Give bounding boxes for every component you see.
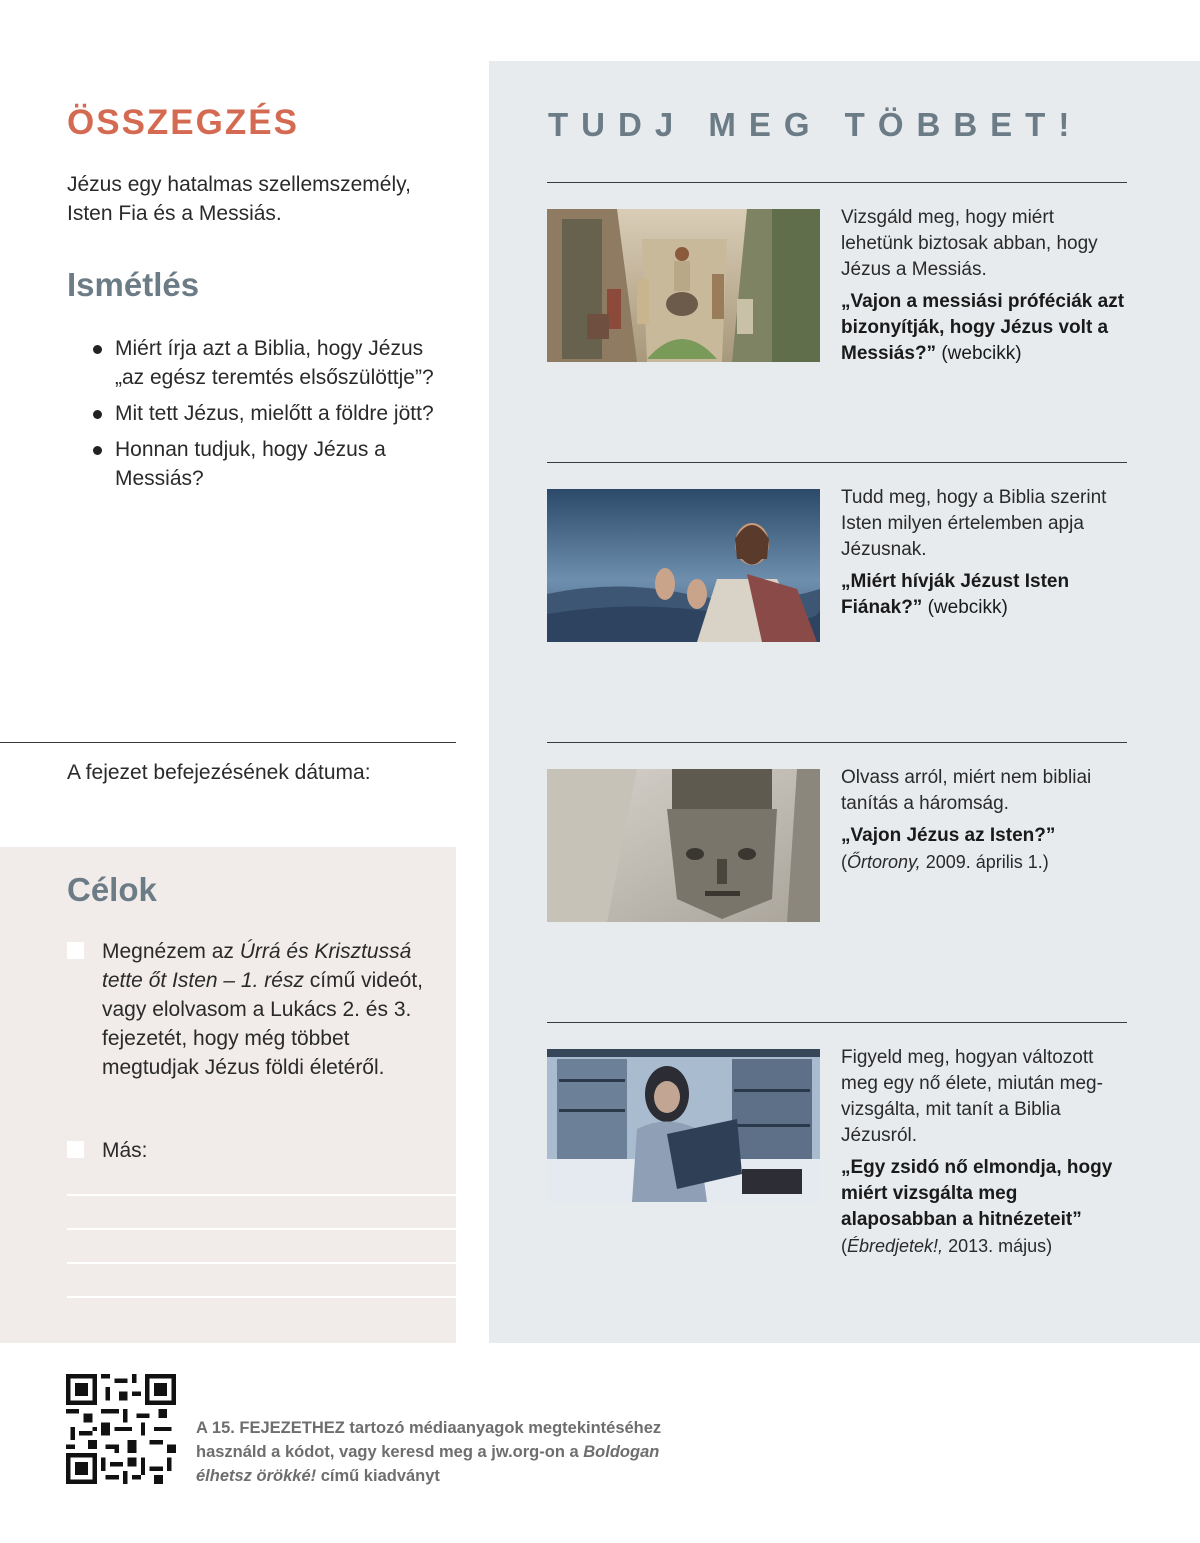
learn-more-title: TUDJ MEG TÖBBET!: [548, 106, 1083, 143]
resource-description: Vizsgáld meg, hogy miért lehetünk biztosak abban, hogy Jézus a Messiás.: [841, 207, 1098, 280]
review-title: Ismétlés: [67, 266, 200, 303]
resource-item[interactable]: [547, 1049, 1127, 1309]
resource-link[interactable]: „Vajon a messiási próféciák azt bizonyítják, hogy Jézus volt a Messiás?” (webcikk): [841, 291, 1125, 364]
goals-panel: [0, 847, 456, 1343]
resource-item[interactable]: [547, 209, 1127, 469]
goals-title: Célok: [67, 871, 157, 908]
resource-source: (webcikk): [941, 343, 1022, 364]
jesus-praying-image[interactable]: [547, 489, 820, 642]
resource-item[interactable]: [547, 489, 1127, 749]
completion-date-label: A fejezet befejezésének dátuma:: [67, 761, 371, 784]
review-question: Honnan tudjuk, hogy Jézus a Messiás?: [93, 435, 443, 493]
goal-item-other: Más:: [67, 1136, 427, 1165]
goal-checkbox[interactable]: [67, 942, 84, 959]
divider: [547, 1022, 1127, 1023]
resource-description: Tudd meg, hogy a Biblia szerint Isten milyen értelemben apja Jézusnak.: [841, 487, 1107, 560]
divider: [547, 182, 1127, 183]
resource-source: (Őrtorony, 2009. április 1.): [841, 852, 1049, 872]
resource-item[interactable]: [547, 769, 1127, 1029]
woman-reading-image[interactable]: [547, 1049, 820, 1202]
writing-line[interactable]: [67, 1296, 456, 1298]
review-list: [93, 334, 443, 500]
writing-line[interactable]: [67, 1194, 456, 1196]
resource-description: Olvass arról, miért nem bibliai tanítás a háromság.: [841, 767, 1092, 814]
resource-link[interactable]: „Miért hívják Jézust Isten Fiának?” (webcikk): [841, 571, 1070, 618]
publication-title: Boldogan élhetsz örökké!: [196, 1443, 660, 1485]
qr-code-icon[interactable]: [66, 1374, 176, 1484]
goal-checkbox[interactable]: [67, 1141, 84, 1158]
resource-link[interactable]: „Vajon Jézus az Isten?”: [841, 825, 1056, 846]
footer-note: A 15. FEJEZETHEZ tartozó médiaanyagok megtekintéséhez használd a kódot, vagy keresd meg a jw.org-on a Boldogan élhetsz örökké! című kiadványt: [196, 1419, 662, 1485]
jesus-entering-jerusalem-image[interactable]: [547, 209, 820, 362]
review-question: Miért írja azt a Biblia, hogy Jézus „az egész teremtés elsőszülöttje”?: [93, 334, 443, 392]
video-title: Úrrá és Krisztussá tette őt Isten – 1. rész: [102, 940, 412, 992]
review-question: Mit tett Jézus, mielőtt a földre jött?: [93, 399, 443, 428]
divider: [547, 462, 1127, 463]
resource-source: (webcikk): [927, 597, 1008, 618]
trinity-sculpture-image[interactable]: [547, 769, 820, 922]
divider: [547, 742, 1127, 743]
writing-line[interactable]: [67, 1228, 456, 1230]
bullet-icon: [93, 410, 102, 419]
resource-link[interactable]: „Egy zsidó nő elmondja, hogy miért vizsgálta meg alaposabban a hitnézeteit”: [841, 1157, 1113, 1230]
summary-title: ÖSSZEGZÉS: [67, 103, 299, 142]
bullet-icon: [93, 446, 102, 455]
writing-line[interactable]: [67, 1262, 456, 1264]
resource-description: Figyeld meg, hogyan változott meg egy nő élete, miután megvizsgálta, mit tanít a Biblia Jézusról.: [841, 1047, 1103, 1146]
divider: [0, 742, 456, 743]
resource-source: (Ébredjetek!, 2013. május): [841, 1236, 1053, 1256]
goal-item-video: Megnézem az Úrrá és Krisztussá tette őt Isten – 1. rész című videót, vagy elolvasom a Lukács 2. és 3. fejezetét, hogy még többet megtudjak Jézus földi életéről.: [67, 937, 427, 1082]
summary-text: Jézus egy hatalmas szellemszemély, Isten Fia és a Messiás.: [67, 173, 411, 225]
bullet-icon: [93, 345, 102, 354]
